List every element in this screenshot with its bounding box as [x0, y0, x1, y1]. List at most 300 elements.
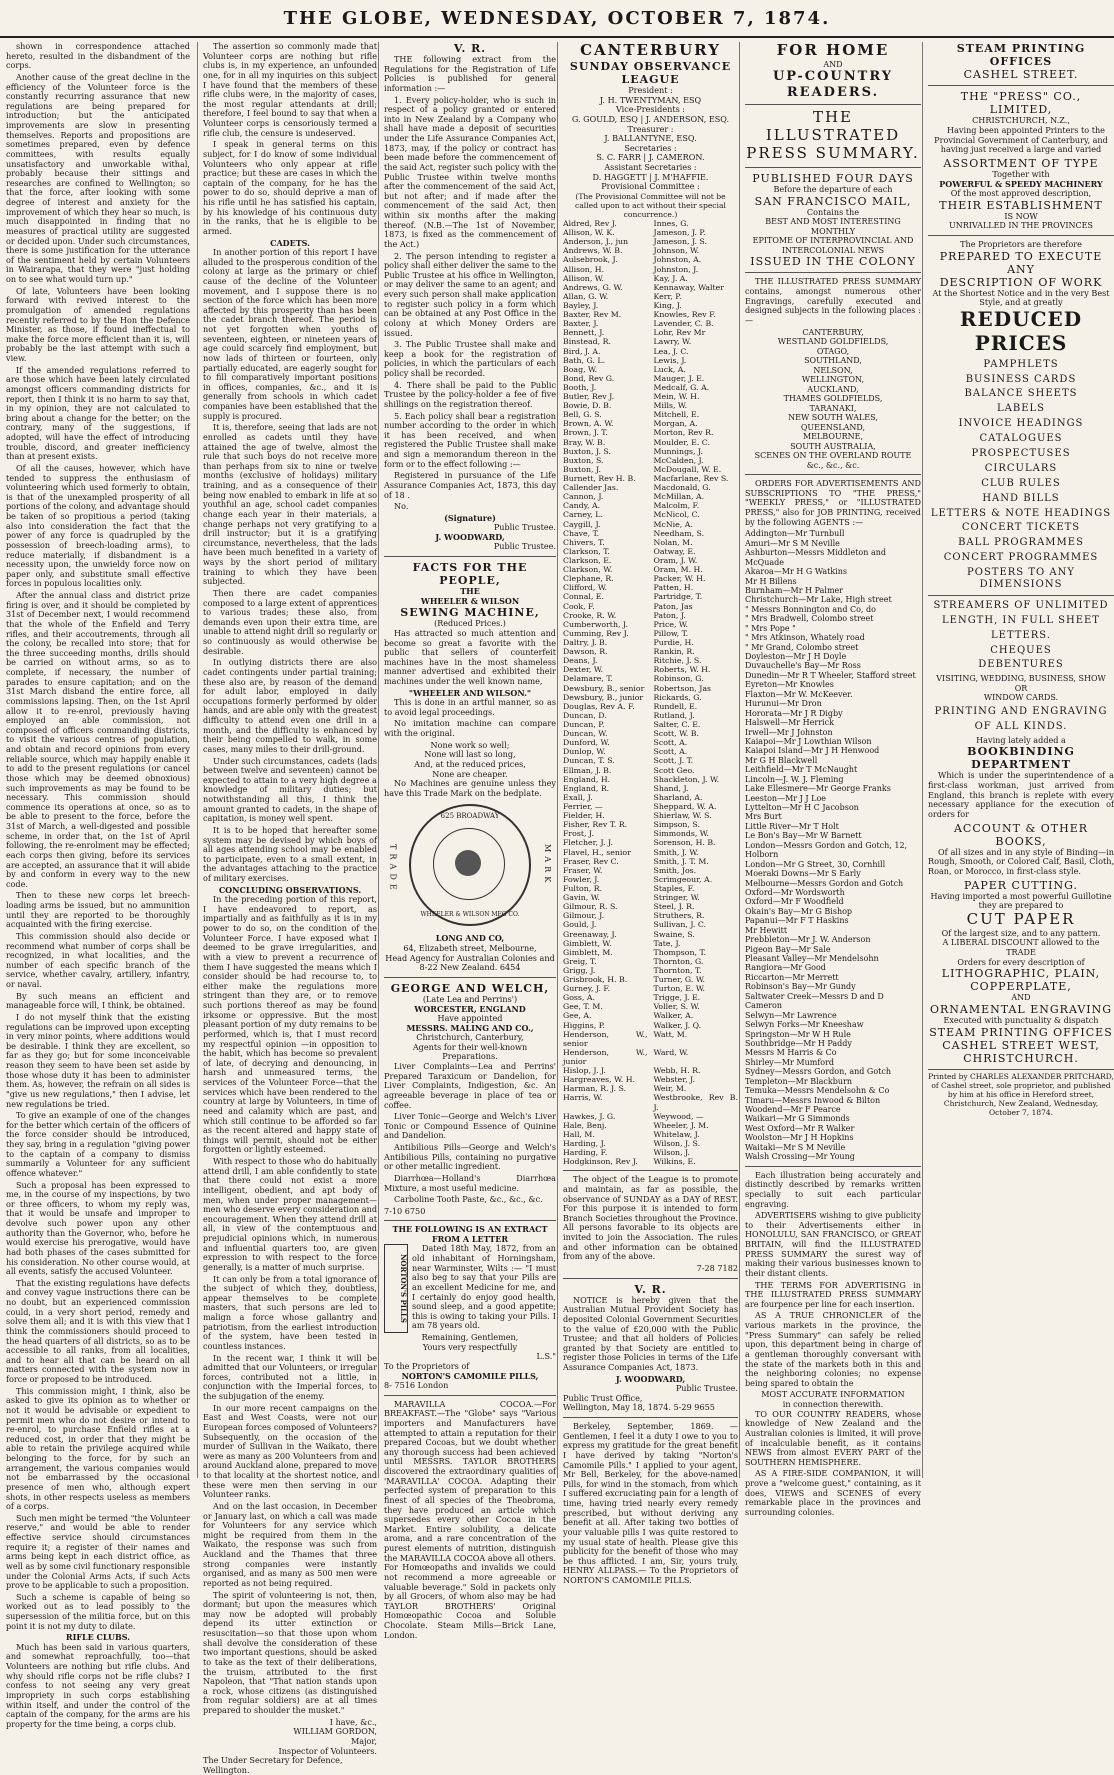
- agent-item: Melbourne—Messrs Gordon and Gotch: [745, 878, 904, 888]
- committee-name: Hawkes, J. G.: [563, 1111, 616, 1121]
- cashel-street: CASHEL STREET.: [963, 68, 1079, 82]
- committee-name: Trigge, J. E.: [653, 993, 701, 1003]
- committee-name: Ward, W.: [653, 1047, 689, 1057]
- agent-item: Okain's Bay—Mr G Bishop: [745, 906, 853, 916]
- printing-engraving: PRINTING AND ENGRAVING: [934, 705, 1108, 717]
- committee-name: Scott, W. B.: [653, 729, 699, 739]
- committee-name: Grisbrook, H. B.: [563, 975, 628, 985]
- committee-name: Ferrier, —: [563, 801, 603, 811]
- committee-name: Bond, Rev G.: [563, 373, 615, 383]
- gw-item: Liver Tonic—George and Welch's Liver Tonic or Compound Essence of Quinine and Dandelion.: [384, 1111, 556, 1141]
- paragraph: Such men might be termed "the Volunteer reserve," and would be able to render effective service should circumstances require it; a register of their names and arms being kept in each district office, as well as by some civil functionary responsible under the Colonial Arms Acts, if such Acts prove to be applicable to such a proposition.: [6, 1512, 190, 1591]
- before: Before the departure of each: [773, 183, 893, 194]
- home-heading: FOR HOME: [776, 41, 890, 59]
- committee-name: Buxton, S.: [563, 455, 604, 465]
- committee-name: Fisher, Rev T. R.: [563, 820, 628, 830]
- committee-name: Turner, G. W.: [653, 975, 705, 985]
- published: PUBLISHED FOUR DAYS: [752, 171, 914, 185]
- committee-name: Harris, W.: [563, 1093, 603, 1103]
- gw-addr: Christchurch, Canterbury,: [416, 1032, 524, 1043]
- intercolonial: INTERCOLONIAL NEWS: [781, 245, 885, 255]
- committee-name: McNie, A.: [653, 519, 693, 529]
- committee-name: Dunlop, W.: [563, 747, 606, 757]
- asst-sec: D. HAGGETT | J. M'HAFFIE.: [592, 171, 709, 182]
- upcountry-heading: UP-COUNTRY READERS.: [772, 69, 894, 100]
- committee-name: Hodgkinson, Rev J.: [563, 1157, 638, 1167]
- committee-name: McMillan, A.: [653, 492, 705, 502]
- committee-name: Frost, J.: [563, 829, 594, 839]
- fireside-p: AS A FIRE-SIDE COMPANION, it will prove a "welcome guest," containing, as it does, VIEWS and SCENES of every remarkable place in the provinces and surrounding colonies.: [745, 1468, 921, 1517]
- paragraph: Under such circumstances, cadets (lads between twelve and seventeen) cannot be expected to attain to a very high degree a knowledge of military duties; but notwithstanding all this, I think the amount granted to cadets, in the shape of capitation, is money well spent.: [203, 755, 377, 824]
- reg-pt2: Public Trustee.: [493, 541, 556, 552]
- committee-name: McCalden, J.: [653, 455, 704, 465]
- committee-name: Price, W.: [653, 619, 689, 629]
- print-item: PAMPHLETS: [983, 358, 1059, 370]
- assortment: ASSORTMENT OF TYPE: [943, 156, 1099, 170]
- paragraph: This commission should also decide or recommend what number of corps shall be recognized, in what localities, and the number of each specific branch of the service, whether cavalry, artillery, infantry, or naval.: [6, 930, 190, 989]
- column-1: [6, 41, 190, 1729]
- agent-item: Saltwater Creek—Messrs D and D Cameron: [745, 991, 884, 1011]
- committee-name: Andrews, W. B.: [563, 246, 623, 256]
- committee-name: Candy, A.: [563, 501, 601, 511]
- paragraph: With respect to those who do habitually attend drill, I am able confidently to state that there could not exist a more intelligent, obedient, and apt body of men, when under proper management—men who deserve every consideration and encouragement. When they attend drill at all, in view of the contemptuous and prejudicial opinions which, in numerous and influential quarters too, are given expression to with respect to the force generally, is a matter of much surprise.: [203, 1156, 377, 1272]
- print-item: BUSINESS CARDS: [965, 373, 1077, 385]
- committee-name: Macdonald, G.: [653, 483, 711, 493]
- committee-name: Rickards, G.: [653, 692, 702, 702]
- long-co: LONG AND CO,: [435, 933, 505, 944]
- agent-item: Templeton—Mr Blackburn: [745, 1076, 852, 1086]
- committee-name: Scott, J. T.: [653, 756, 694, 766]
- paragraph: If the amended regulations referred to are those which have been lately circulated amongst officers commanding districts for report, then I think it is no harm to say that, in my opinion, they are not calculated to bring about a change for the better; on the contrary, many of the suggestions, if adopted, will have the effect of introducing trouble, discord, and greater inefficiency than at present exists.: [6, 364, 190, 462]
- place-item: AUCKLAND,: [807, 384, 859, 394]
- agent-item: Duvauchelle's Bay—Mr Ross: [745, 661, 861, 671]
- printer-footer: Printed by CHARLES ALEXANDER PRITCHARD, of Cashel street, sole proprietor, and published by him at his office in Hereford street, Christchurch, New Zealand, Wednesday, October 7, 1874.: [928, 1069, 1114, 1118]
- gw-heading: GEORGE AND WELCH,: [390, 981, 550, 995]
- facts-p3: No imitation machine can compare with the original.: [384, 718, 556, 739]
- home-and: AND: [823, 59, 843, 69]
- committee-name: Bath, G. L.: [563, 355, 606, 365]
- committee-name: Gee, T. M.: [563, 1002, 603, 1012]
- column-3: [378, 42, 556, 1640]
- agent-item: Dunedin—Mr R T Wheeler, Stafford street: [745, 670, 916, 680]
- committee-label: Provisional Committee :: [601, 181, 700, 192]
- committee-name: Clephane, R.: [563, 574, 614, 584]
- verse-line: None work so well;: [430, 739, 510, 750]
- spo-heading: STEAM PRINTING OFFICES: [956, 42, 1086, 69]
- committee-name: Packer, W. H.: [653, 574, 706, 584]
- committee-name: Gilmour, R. S.: [563, 902, 618, 912]
- committee-name: Greenaway, J.: [563, 929, 617, 939]
- committee-name: Fraser, Rev C.: [563, 856, 619, 866]
- facts-p: Has attracted so much attention and become so great a favorite with the public that sellers of counterfeit machines have in the most shameless manner advertised and exhibited their machines under the well known name,: [384, 627, 556, 687]
- signature-line: Wellington.: [203, 1764, 250, 1775]
- committee-name: Scott Geo.: [653, 765, 695, 775]
- contains: Contains the: [806, 206, 860, 217]
- letters: LETTERS.: [991, 629, 1051, 641]
- committee-name: Staples, F.: [653, 883, 695, 893]
- gw-item: Carboline Tooth Paste, &c., &c., &c.: [394, 1194, 543, 1205]
- agent-item: " Mrs Atkinson, Whately road: [745, 633, 865, 643]
- committee-name: Smith, J. W.: [653, 847, 699, 857]
- agent-item: Shirley—Mr Mumford: [745, 1057, 835, 1067]
- committee-name: Grigg, J.: [563, 965, 596, 975]
- agent-item: Lyttelton—Mr H C Jacobson: [745, 803, 859, 813]
- committee-name: Anderson, J., jun: [563, 237, 629, 247]
- committee-name: Knowles, Rev F.: [653, 310, 716, 320]
- regulations-intro: THE following extract from the Regulations for the Registration of Life Policies is published for general information :—: [384, 54, 556, 93]
- and-2: AND: [1011, 993, 1031, 1003]
- print-item: CONCERT PROGRAMMES: [943, 552, 1099, 564]
- ips-p: THE ILLUSTRATED PRESS SUMMARY contains, amongst numerous other Engravings, carefully executed and designed subjects in the following places :—: [745, 276, 921, 325]
- ornamental: ORNAMENTAL ENGRAVING: [929, 1002, 1113, 1016]
- paragraph: In the recent war, I think it will be admitted that our Volunteers, or irregular forces, contributed not a little, in conjunction with the Imperial forces, to the subjugation of the enemy.: [203, 1352, 377, 1402]
- committee-name: Dunford, W.: [563, 738, 610, 748]
- agent-item: Doyleston—Mr J H Doyle: [745, 652, 847, 662]
- committee-name: Gould, J.: [563, 920, 597, 930]
- liberal-discount: A LIBERAL DISCOUNT allowed to the TRADE: [942, 937, 1100, 958]
- gw-sub: (Late Lea and Perrins'): [422, 993, 518, 1004]
- committee-name: Gurney, J. F.: [563, 984, 611, 994]
- committee-name: Robinson, G.: [653, 674, 704, 684]
- place-item: WELLINGTON,: [801, 375, 865, 385]
- agent-item: Akaroa—Mr H G Watkins: [745, 567, 847, 577]
- committee-name: Mauger, J. E.: [653, 373, 705, 383]
- trade-label: TRADE: [388, 844, 399, 895]
- committee-name: Cannon, J.: [563, 492, 604, 502]
- committee-name: Harding, J.: [563, 1139, 606, 1149]
- sf-mail: SAN FRANCISCO MAIL,: [754, 194, 912, 208]
- paragraph: In the preceding portion of this report, I have endeavored to report, as impartially and as faithfully as it is in my power to do so, on the condition of the Volunteer Force. I have exposed what I deemed to be grave irregularities, and with a view to prevent a recurrence of them I have suggested the means which I consider should be had recourse to, to either make the regulations more stringent than they are, or to remove such portions thereof as may be found irksome or oppressive. But the most pleasant portion of my duty remains to be performed, which is, that I must record my respectful opinion —in opposition to the habit, which has become so prevalent of late, of decrying and denouncing, in harsh and unmeasured terms, the services of the Volunteer Force—that the services which have been rendered to the country at large by Volunteers, in time of need and calamity which are past, and which still continue to be afforded so far as the recent altered and happy state of things will permit, should not be either forgotten or lightly esteemed.: [203, 894, 377, 1155]
- committee-name: Bell, G. S.: [563, 410, 602, 420]
- committee-name: Macfarlane, Rev S.: [653, 474, 729, 484]
- paragraph: Of late, Volunteers have been looking forward with revived interest to the promulgation of amended regulations recently referred to by the Hon the Defence Minister, as those, if found ineffectual to make the force more efficient than it is, will probably be the last attempt with such a view.: [6, 285, 190, 363]
- committee-name: Carney, L.: [563, 510, 603, 520]
- committee-name: Morgan, A.: [653, 419, 698, 429]
- paragraph: It is to be hoped that hereafter some system may be devised by which boys of all ages attending school may be enabled to participate, even to a small extent, in the advantages attaching to the practice of military exercises.: [203, 824, 377, 884]
- paragraph: Such a scheme is capable of being so worked out as to lead possibly to the supersession of the militia force, but on this point it is not my duty to dilate.: [6, 1591, 190, 1631]
- agent-item: Irwell—Mr J Johnston: [745, 727, 833, 737]
- committee-name: Oram, J. W.: [653, 556, 698, 566]
- visiting: VISITING, WEDDING, BUSINESS, SHOW: [936, 674, 1106, 684]
- paragraph: In another portion of this report I have alluded to the prosperous condition of the colony at large as the primary or chief cause of the decline of the Volunteer movement, and I suppose there is no section of the force which has been more affected by this prosperity than has been the cadet branch thereof. The period is not yet forgotten when youths of seventeen, eighteen, or nineteen years of age could scarcely find employment, but now lads of thirteen or fourteen, only partially educated, are eagerly sought for to fill comparatively important positions in offices, companies, &c., and it is generally from schools in which cadet companies have been established that the supply is procured.: [203, 247, 377, 421]
- terms-p: THE TERMS FOR ADVERTISING in THE ILLUSTRATED PRESS SUMMARY are fourpence per line for each insertion.: [745, 1279, 921, 1309]
- facts-sm: SEWING MACHINE,: [400, 606, 540, 620]
- committee-name: Bowie, D. B.: [563, 401, 612, 411]
- committee-name: Gimblett, W.: [563, 938, 612, 948]
- committee-name: Kay, J. A.: [653, 273, 688, 283]
- committee-name: Deans, J.: [563, 656, 598, 666]
- committee-name: Moulder, E. C.: [653, 437, 710, 447]
- sizes-p: Of all sizes and in any style of Binding—in Rough, Smooth, or Colored Calf, Basil, Cloth, Roan, or Morocco, in first-class style.: [928, 846, 1114, 876]
- committee-name: Shand, J.: [653, 783, 689, 793]
- committee-name: Oram, M. H.: [653, 565, 703, 575]
- facts-quote: "WHEELER AND WILSON.": [408, 687, 532, 698]
- league-title: CANTERBURY: [580, 41, 721, 59]
- agent-item: Kaiapoi—Mr J Lowthian Wilson: [745, 736, 872, 746]
- seal-top-text: 625 BROADWAY: [440, 812, 500, 821]
- committee-name: Harman, R. J. S.: [563, 1084, 627, 1094]
- committee-name: Delamare, T.: [563, 674, 613, 684]
- paragraph: And on the last occasion, in December or January last, on which a call was made for Volunteers for any service which might be required from them in the Waikato, the response was such from Auckland and the Thames that three strong companies were instantly organised, and as many as 500 men were reported as not being required.: [203, 1500, 377, 1588]
- committee-name: Jameson, J. P.: [653, 228, 706, 238]
- committee-names: [563, 219, 738, 1166]
- paragraph: shown in correspondence attached hereto, resulted in the disbandment of the corps.: [6, 41, 190, 71]
- committee-name: Weywood, —: [653, 1111, 704, 1121]
- trade-mark-block: [384, 804, 556, 934]
- signature-line: Major,: [350, 1735, 377, 1746]
- committee-name: Robertson, Jas: [653, 683, 711, 693]
- committee-name: Lohr, Rev Mr: [653, 328, 706, 338]
- committee-name: Mitchell, E.: [653, 410, 700, 420]
- regulation-item: 1. Every policy-holder, who is such in respect of a policy granted or entered into in New Zealand by a Company who shall have made a deposit of securities under the Life Assurance Companies Act, 1873, may, if the policy or contract has been made before the commencement of the said Act, register such policy with the Public Trustee within twelve months after the commencement of the said Act, but not after; and if made after the commencement of the said Act, then within six months after the making thereof. (N.B.—The 1st of November, 1873, is fixed as the commencement of the Act.): [384, 94, 556, 249]
- committee-name: Burnett, Rev H. B.: [563, 474, 636, 484]
- paragraph: To give an example of one of the changes for the better which certain of the officers of the force consider should be introduced, they say, bring in a regulation "giving power to the captain of a company to dismiss summarily a Volunteer for any sufficient offence whatever.": [6, 1110, 190, 1178]
- cut-paper: CUT PAPER: [966, 909, 1076, 928]
- committee-note: (The Provisional Committee will not be called upon to act without their special concurrence.): [575, 191, 726, 219]
- berkeley-letter: Berkeley, September, 1869. — Gentlemen, I feel it a duty I owe to you to express my gratitude for the great benefit I have derived by taking "Norton's Camomile Pills." I applied to your agent, Mr Bell, Berkeley, for the above-named Pills, for wind in the stomach, from which I suffered excruciating pain for a length of time, having tried nearly every remedy prescribed, but without deriving any benefit at all. After taking two bottles of your valuable pills I was quite restored to my usual state of health. Please give this publicity for the benefit of those who may be thus afflicted. I am, Sir, yours truly, HENRY ALLPASS.— To the Proprietors of NORTON'S CAMOMILE PILLS.: [563, 1421, 738, 1586]
- regulation-item: 5. Each policy shall bear a registration number according to the order in which it has been received, and when registered the Public Trustee shall make and sign a memorandum thereon in the form or to the effect following :—: [384, 410, 556, 469]
- copperplate: COPPERPLATE,: [970, 980, 1072, 994]
- place-item: MELBOURNE,: [802, 432, 864, 442]
- paragraph: Then to these new corps let breech-loading arms be issued, but no ammunition until they are reported to be thoroughly acquainted with the firing exercise.: [6, 890, 190, 930]
- committee-name: McDougall, W. E.: [653, 464, 722, 474]
- committee-name: Ellman, J. B.: [563, 765, 612, 775]
- notice-p: NOTICE is hereby given that the Australian Mutual Provident Society has deposited Colonial Government Securities to the value of £20,000 with the Public Trustee; and that all holders of Policies granted by that Society are entitled to register those Policies in terms of the Life Assurance Companies Act, 1873.: [563, 1294, 738, 1373]
- approved: Of the most approved description,: [950, 188, 1092, 199]
- place-item: OTAGO,: [816, 346, 850, 356]
- committee-name: Chave, T.: [563, 528, 600, 538]
- secretaries: S. C. FARR | J. CAMERON.: [596, 152, 705, 163]
- agent-item: Messrs M Harris & Co: [745, 1048, 837, 1058]
- country-p: TO OUR COUNTRY READERS, whose knowledge of New Zealand and the Australian colonies is limited, it will prove of incalculable benefit, as it contains NEWS from almost EVERY PART of the SOUTHERN HEMISPHERE.: [745, 1408, 921, 1467]
- agent-item: Leeston—Mr J J Loe: [745, 793, 826, 803]
- committee-name: Lavender, C. B.: [653, 319, 714, 329]
- paper-cutting: PAPER CUTTING.: [964, 878, 1078, 892]
- committee-name: McNicol, C.: [653, 510, 700, 520]
- lately: Having lately added a: [976, 734, 1066, 745]
- reg-no: No.: [394, 501, 409, 512]
- committee-name: Webb, H. R.: [653, 1066, 701, 1076]
- bookbinding-p: Which is under the superintendence of a first-class workman, just arrived from England, this branch is replete with every necessary appliance for the execution of orders for: [928, 770, 1114, 819]
- committee-name: Hale, Benj.: [563, 1120, 607, 1130]
- committee-name: Malcolm, F.: [653, 501, 700, 511]
- rifle-clubs-heading: RIFLE CLUBS.: [65, 1632, 131, 1643]
- committee-name: Paton, Jas: [653, 601, 693, 611]
- print-item: CATALOGUES: [979, 433, 1063, 445]
- committee-name: Brown, J. T.: [563, 428, 608, 438]
- reg-woodward: J. WOODWARD,: [435, 531, 505, 542]
- facts-verse: [384, 741, 556, 780]
- agent-item: West Oxford—Mr R Walker: [745, 1123, 855, 1133]
- regulation-item: 2. The person intending to register a policy shall either deliver the same to the Public Trustee at his office in Wellington, or may deliver the same to an agent; and every such person shall make application to register such policy in a form which can be obtained at any Post Office in the colony at which Money Orders are issued.: [384, 250, 556, 338]
- committee-name: Higgins, P.: [563, 1020, 605, 1030]
- reduced-prices: REDUCED PRICES: [959, 307, 1083, 355]
- gw-place: WORCESTER, ENGLAND: [414, 1003, 526, 1014]
- committee-name: Fielder, H.: [563, 811, 605, 821]
- gw-app: Have appointed: [437, 1013, 503, 1024]
- committee-name: Wilkins, E.: [653, 1157, 696, 1167]
- league-no: 7-28 7182: [696, 1262, 738, 1273]
- secretaries-label: Secretaries :: [624, 142, 677, 153]
- committee-name: Watt, M.: [653, 1029, 688, 1039]
- committee-name: Wilson, J. S.: [653, 1139, 701, 1149]
- paragraph: It is, therefore, seeing that lads are not enrolled as cadets until they have attained the age of twelve, almost the rule that such boys do not receive more than perhaps from six to nine or twelve months (exclusive of holidays) military training, and as a consequence of their being now enabled to embark in life at so youthful an age, school cadet companies change each year in their materials, a change perhaps not very gratifying to a drill instructor; but it is a gratifying circumstance, nevertheless, that the lads have been much benefited in a variety of ways by the short period of military training to which they have been subjected.: [203, 422, 377, 587]
- committee-name: Rankin, R.: [653, 647, 695, 657]
- agent-item: Lake Ellesmere—Mr George Franks: [745, 784, 891, 794]
- committee-name: Sorenson, H. B.: [653, 838, 716, 848]
- committee-name: Allison, W.: [563, 273, 604, 283]
- regulation-item: Registered in pursuance of the Life Assurance Companies Act, 1873, this day of 18 .: [384, 470, 556, 500]
- paragraph: I do not myself think that the existing regulations can be improved upon excepting in very minor points, where additions would be desirable. I think they are excellent, so far as they go; but for some inconceivable reason they seem to have been set aside by those whose duty it has been to administer them. As, however, the refrain on all sides is "give us new regulations," then I advise, let new regulations be tried.: [6, 1011, 190, 1109]
- vr-mark-2: V. R.: [634, 1282, 667, 1296]
- agent-item: Amuri—Mr S M Neville: [745, 538, 840, 548]
- account-books: ACCOUNT & OTHER BOOKS,: [953, 821, 1089, 848]
- committee-name: Duncan, P.: [563, 719, 605, 729]
- agent-item: Moeraki Downs—Mr S Early: [745, 869, 861, 879]
- place-item: NEW SOUTH WALES,: [788, 413, 878, 423]
- committee-name: Harding, F.: [563, 1148, 608, 1158]
- of-all-kinds: OF ALL KINDS.: [974, 720, 1068, 732]
- notice-sig: J. WOODWARD,: [615, 1373, 686, 1384]
- committee-name: Smith, J. T. M.: [653, 856, 709, 866]
- asst-sec-label: Assistant Secretaries :: [604, 162, 697, 172]
- spo-2: STEAM PRINTING OFFICES: [929, 1025, 1113, 1039]
- committee-name: Kennaway, Walter: [653, 282, 725, 292]
- print-item: PROSPECTUSES: [971, 448, 1071, 459]
- committee-name: Simmonds, W.: [653, 829, 709, 839]
- reg-pt: Public Trustee.: [493, 522, 556, 533]
- issued: ISSUED IN THE COLONY: [750, 255, 916, 269]
- adv-p: ADVERTISERS wishing to give publicity to their Advertisements either in HONOLULU, SAN FRANCISCO, or GREAT BRITAIN, will find the ILLUSTRATED PRESS SUMMARY the surest way of making their various businesses known to their distant clients.: [745, 1210, 921, 1278]
- nortons-pills-bottle: NORTON'S PILLS: [384, 1244, 408, 1333]
- agents-list: [745, 529, 921, 1161]
- print-item: BALANCE SHEETS: [964, 388, 1078, 400]
- committee-name: Lewis, J.: [653, 355, 687, 365]
- guillotine: Having imported a most powerful Guillotine they are prepared to: [930, 890, 1112, 911]
- committee-name: Scott, A.: [653, 738, 688, 748]
- agent-item: Mr G H Blackwell: [745, 755, 818, 765]
- agent-item: Waikari—Mr G Simmonds: [745, 1114, 850, 1124]
- committee-name: Crooke, R. W.: [563, 610, 617, 620]
- committee-name: Cumberworth, J.: [563, 619, 628, 629]
- agent-item: Eyreton—Mr Knowles: [745, 680, 834, 690]
- agent-item: Addington—Mr Turnbull: [745, 529, 845, 539]
- facts-heading: FACTS FOR THE PEOPLE,: [412, 561, 528, 588]
- notice-pt: Public Trustee.: [675, 1383, 738, 1394]
- agent-item: Burnham—Mr H Palmer: [745, 585, 844, 595]
- column-6: [922, 42, 1114, 1478]
- signature-line: The Under Secretary for Defence,: [203, 1755, 343, 1766]
- committee-name: Webster, J.: [653, 1075, 696, 1085]
- committee-name: Turton, E. W.: [653, 984, 706, 994]
- gw-item: Liver Complaints—Lea and Perrins' Prepared Taraxicum or Dandelion, for Liver Complaints, Indigestion, &c. An agreeable beverage in place of tea or coffee.: [384, 1061, 556, 1110]
- agent-item: London—Mr G Street, 30, Cornhill: [745, 859, 886, 869]
- agent-item: Mr Hewitt: [745, 925, 788, 935]
- agent-item: Timaru—Messrs Inwood & Bilton: [745, 1095, 881, 1105]
- agent-item: Mrs Burt: [745, 812, 782, 822]
- regulation-item: 3. The Public Trustee shall make and keep a book for the registration of policies, in which the particulars of each policy shall be recorded.: [384, 339, 556, 379]
- signature-line: I have, &c.,: [329, 1716, 377, 1727]
- is-now: IS NOW: [1004, 210, 1038, 221]
- extract-ls: L.S.": [536, 1351, 556, 1362]
- column-2: [197, 41, 377, 1775]
- committee-name: Mein, W. H.: [653, 392, 700, 402]
- committee-name: Scrimgeour, A.: [653, 874, 713, 884]
- verse-line: None will last so long,: [424, 749, 516, 760]
- committee-name: Salter, C. E.: [653, 719, 701, 729]
- extract-yours: Yours very respectfully: [422, 1341, 518, 1352]
- column-4: [557, 41, 738, 1586]
- notice-office: Public Trust Office,: [563, 1392, 643, 1403]
- prepared: PREPARED TO EXECUTE ANY: [939, 249, 1103, 276]
- vp: G. GOULD, ESQ | J. ANDERSON, ESQ.: [571, 113, 730, 124]
- agent-item: Christchurch—Mr Lake, High street: [745, 595, 892, 605]
- gw-item: Antibilious Pills—George and Welch's Antibilious Pills, containing no purgative or other metallic ingredient.: [384, 1142, 556, 1172]
- committee-name: Thornton, G.: [653, 956, 704, 966]
- committee-name: Thompson, T.: [653, 947, 707, 957]
- committee-name: Rutland, J.: [653, 710, 695, 720]
- agent-item: Mr H Billens: [745, 576, 797, 586]
- committee-name: Clarkson, E.: [563, 556, 612, 566]
- committee-name: Allan, G. W.: [563, 291, 609, 301]
- agent-item: Woolston—Mr J H Hopkins: [745, 1133, 854, 1143]
- committee-name: Struthers, R.: [653, 911, 705, 921]
- mark-label: MARK: [543, 844, 553, 887]
- paragraph: This commission might, I think, also be asked to give its opinion as to whether or not it would be advisable or expedient to permit men who do not desire or intend to re-enrol, to purchase Enfield rifles at a reduced cost, in order that they might be able to retain the privilege acquired while belonging to the force, for by such an arrangement, the various companies would not be embarrassed by the occasional presence of men who, although expert shots, in other respects useless as members of a corps.: [6, 1385, 190, 1512]
- long-agency: Head Agency for Australian Colonies and: [385, 952, 555, 963]
- streamers-2: LENGTH, IN FULL SHEET: [942, 614, 1100, 626]
- each-p: Each illustration being accurately and distinctly described by remarks written specially to suit each particular engraving.: [745, 1169, 921, 1209]
- committee-name: Hargreaves, W. H.: [563, 1075, 636, 1085]
- reg-signature: (Signature): [444, 512, 496, 523]
- print-item: BALL PROGRAMMES: [958, 537, 1084, 549]
- committee-name: Cumming, Rev J.: [563, 628, 629, 638]
- agent-item: Le Bon's Bay—Mr W Barnett: [745, 831, 862, 841]
- committee-name: Fraser, W.: [563, 865, 603, 875]
- chron-p: AS A TRUE CHRONICLER of the various markets in the province, the "Press Summary" can safely be relied upon, this department being in charge of a gentleman thoroughly conversant with the state of the markets both in this and the neighboring colonies; no expense being spared to obtain the: [745, 1310, 921, 1388]
- committee-name: Oatway, E.: [653, 546, 696, 556]
- gw-item: Diarrhœa—Holland's Diarrhœa Mixture, a most useful medicine.: [384, 1172, 556, 1193]
- debentures: DEBENTURES: [978, 659, 1064, 671]
- committee-name: Dewsbury, B., junior: [563, 692, 644, 702]
- committee-name: Walker, J. Q.: [653, 1020, 702, 1030]
- print-item: HAND BILLS: [982, 492, 1060, 504]
- committee-name: Bray, W. B.: [563, 437, 606, 447]
- agent-item: Little River—Mr T Holt: [745, 821, 839, 831]
- shortest: At the Shortest Notice and in the very Best Style, and at greatly: [932, 287, 1110, 308]
- print-item: CIRCULARS: [984, 462, 1058, 474]
- committee-name: Lawry, W.: [653, 337, 692, 347]
- committee-name: Needham, S.: [653, 528, 705, 538]
- committee-name: England, R.: [563, 783, 610, 793]
- together: Together with: [992, 168, 1050, 179]
- committee-name: Rundell, E.: [653, 701, 698, 711]
- place-item: NELSON,: [813, 365, 853, 375]
- committee-name: King, J.: [653, 300, 682, 310]
- verse-line: None are cheaper.: [432, 768, 508, 779]
- paragraph: Such a proposal has been expressed to me, in the course of my inspections, by two or three officers, to whom my reply was, that it would be unsafe and improper to devolve such power upon any other authority than the Governor, who, before he would exercise his prerogative, would have had both phases of the cases submitted for his consideration. No other course would, at all events, satisfy the accused Volunteer.: [6, 1179, 190, 1277]
- accurate: MOST ACCURATE INFORMATION: [761, 1389, 905, 1400]
- committee-name: Partridge, T.: [653, 592, 703, 602]
- paragraph: Another cause of the great decline in the efficiency of the Volunteer force is the constantly recurring assurance that new regulations are being prepared for introduction; but the anticipated improvements are slow in presenting themselves. Reports and propositions are sometimes prepared, even by defence committees, with results equally unsatisfactory and unworkable withal, probably because their sittings and researches are confined to Wellington; so that the force, after looking with some degree of interest and anxiety for the improvement of which they hear so much, is much disappointed in finding that no measures of practical utility are suggested or decided upon. Under such circumstances, there is some justification for the utterance of the sentiment held by certain Volunteers in Wairarapa, that they were "just holding on to see what would turn up.": [6, 71, 190, 284]
- extract-p: Dated 18th May, 1872, from an old inhabitant of Horningsham, near Warminster, Wilts :— "I must also beg to say that your Pills are an excellent Medicine for me, and I certainly do enjoy good health, sound sleep, and a good appetite; this is owing to taking your Pills. I am 78 years old.: [412, 1243, 556, 1331]
- committee-name: Baxter, J.: [563, 319, 599, 329]
- committee-name: Weir, M.: [653, 1084, 687, 1094]
- establishment: THEIR ESTABLISHMENT: [939, 198, 1103, 212]
- cadets-heading: CADETS.: [270, 237, 310, 248]
- agent-item: Ashburton—Messrs Middleton and McQuade: [745, 548, 886, 567]
- facts-the: THE: [460, 586, 480, 597]
